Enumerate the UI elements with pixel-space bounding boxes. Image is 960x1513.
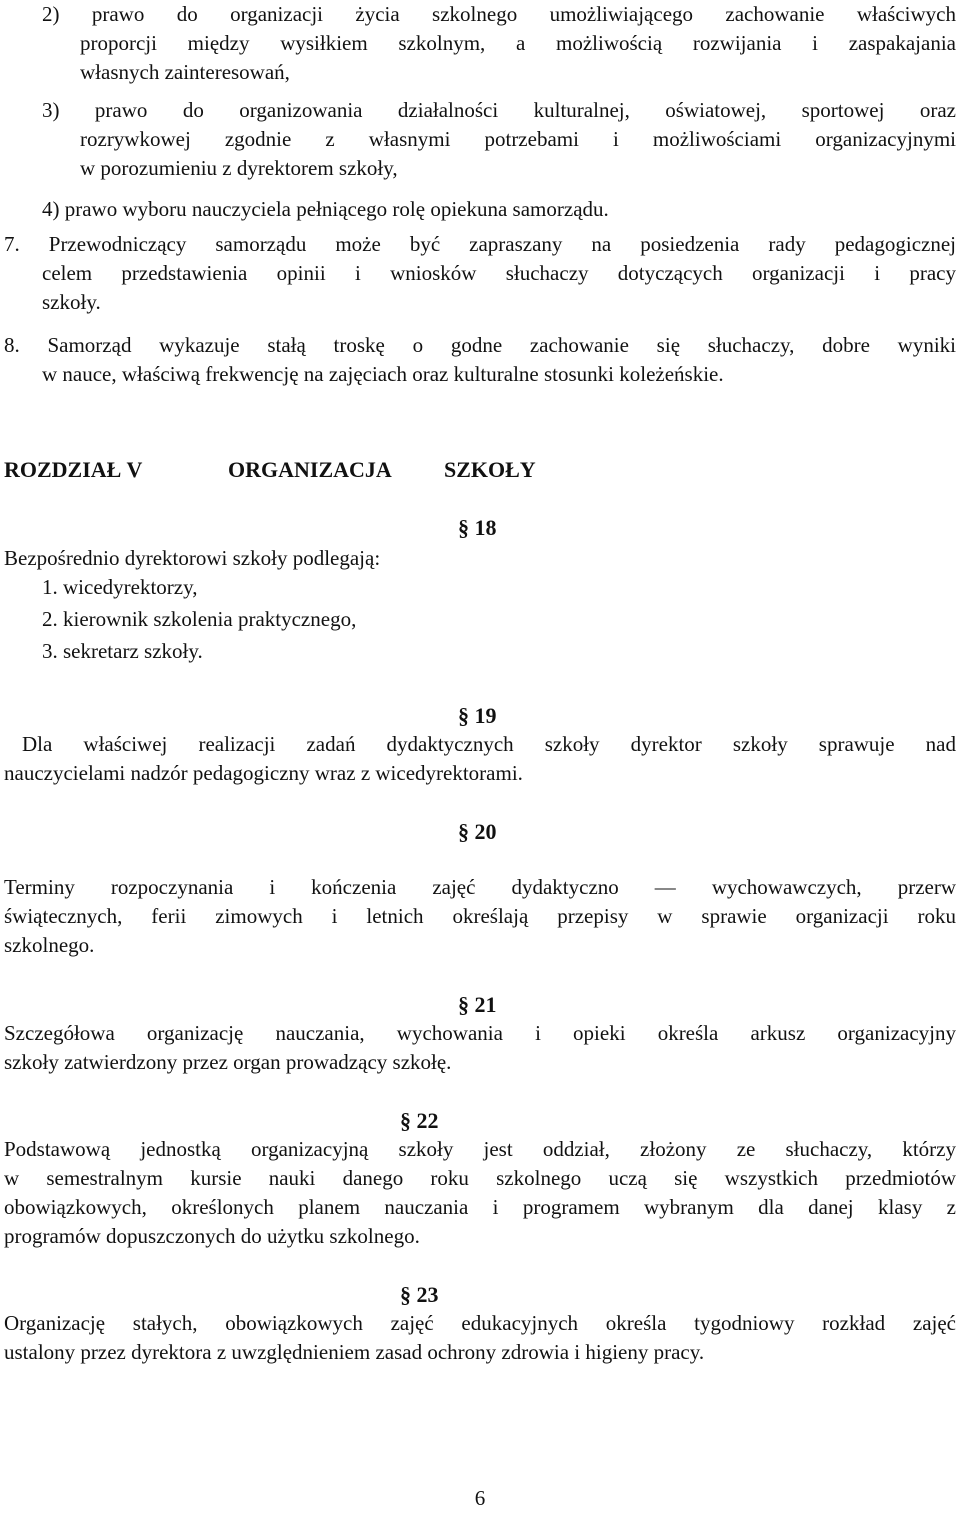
list-item-3 (42, 96, 956, 183)
section-21-text (4, 1019, 956, 1077)
section-20-heading: § 20 (458, 819, 497, 844)
line: świątecznych, ferii zimowych i letnich określają przepisy w sprawie organizacji roku (4, 904, 956, 928)
list-item-4 (42, 195, 956, 224)
line: w porozumieniu z dyrektorem szkoły, (80, 156, 398, 180)
line: nauczycielami nadzór pedagogiczny wraz z wicedyrektorami. (4, 761, 523, 785)
section-19-heading: § 19 (458, 703, 497, 728)
line: celem przedstawienia opinii i wniosków słuchaczy dotyczących organizacji i pracy (42, 261, 956, 285)
line: Dla właściwej realizacji zadań dydaktycznych szkoły dyrektor szkoły sprawuje nad (22, 732, 956, 756)
line: 4) prawo wyboru nauczyciela pełniącego rolę opiekuna samorządu. (42, 197, 609, 221)
line: Szczegółowa organizację nauczania, wychowania i opieki określa arkusz organizacyjny (4, 1021, 956, 1045)
line: 8. Samorząd wykazuje stałą troskę o godne zachowanie się słuchaczy, dobre wyniki (4, 333, 956, 357)
line: ustalony przez dyrektora z uwzględnieniem zasad ochrony zdrowia i higieny pracy. (4, 1340, 705, 1364)
chapter-number: ROZDZIAŁ V (4, 457, 143, 482)
line: w nauce, właściwą frekwencję na zajęciach oraz kulturalne stosunki koleżeńskie. (42, 362, 724, 386)
line: 3) prawo do organizowania działalności kulturalnej, oświatowej, sportowej oraz (42, 98, 956, 122)
page-number: 6 (474, 1486, 486, 1510)
section-23-text (4, 1309, 956, 1367)
chapter-title-part2: SZKOŁY (444, 457, 536, 482)
line: szkoły zatwierdzony przez organ prowadzący szkołę. (4, 1050, 452, 1074)
section-20-text (4, 873, 956, 960)
list-item: 3. sekretarz szkoły. (42, 639, 203, 663)
line: szkolnego. (4, 933, 95, 957)
line: programów dopuszczonych do użytku szkolnego. (4, 1224, 420, 1248)
line: Terminy rozpoczynania i kończenia zajęć dydaktyczno — wychowawczych, przerw (4, 875, 956, 899)
list-item-2 (42, 0, 956, 87)
line: szkoły. (42, 290, 101, 314)
line: Podstawową jednostką organizacyjną szkoły jest oddział, złożony ze słuchaczy, którzy (4, 1137, 956, 1161)
section-22-text (4, 1135, 956, 1251)
line: 7. Przewodniczący samorządu może być zapraszany na posiedzenia rady pedagogicznej (4, 232, 956, 256)
line: obowiązkowych, określonych planem nauczania i programem wybranym dla danej klasy z (4, 1195, 956, 1219)
section-22-heading: § 22 (400, 1108, 439, 1133)
list-item: 2. kierownik szkolenia praktycznego, (42, 607, 357, 631)
section-18-heading: § 18 (458, 515, 497, 540)
point-8 (4, 331, 956, 389)
section-18-intro: Bezpośrednio dyrektorowi szkoły podlegają: (4, 546, 381, 570)
section-21-heading: § 21 (458, 992, 497, 1017)
line: Organizację stałych, obowiązkowych zajęć edukacyjnych określa tygodniowy rozkład zajęć (4, 1311, 956, 1335)
line: proporcji między wysiłkiem szkolnym, a możliwością rozwijania i zaspakajania (80, 31, 956, 55)
chapter-title-part1: ORGANIZACJA (228, 457, 392, 482)
line: 2) prawo do organizacji życia szkolnego umożliwiającego zachowanie właściwych (42, 2, 956, 26)
line: w semestralnym kursie nauki danego roku szkolnego uczą się wszystkich przedmiotów (4, 1166, 956, 1190)
line: własnych zainteresowań, (80, 60, 290, 84)
point-7 (4, 230, 956, 317)
list-item: 1. wicedyrektorzy, (42, 575, 198, 599)
section-23-heading: § 23 (400, 1282, 439, 1307)
section-19-text (4, 730, 956, 788)
line: rozrywkowej zgodnie z własnymi potrzebami i możliwościami organizacyjnymi (80, 127, 956, 151)
